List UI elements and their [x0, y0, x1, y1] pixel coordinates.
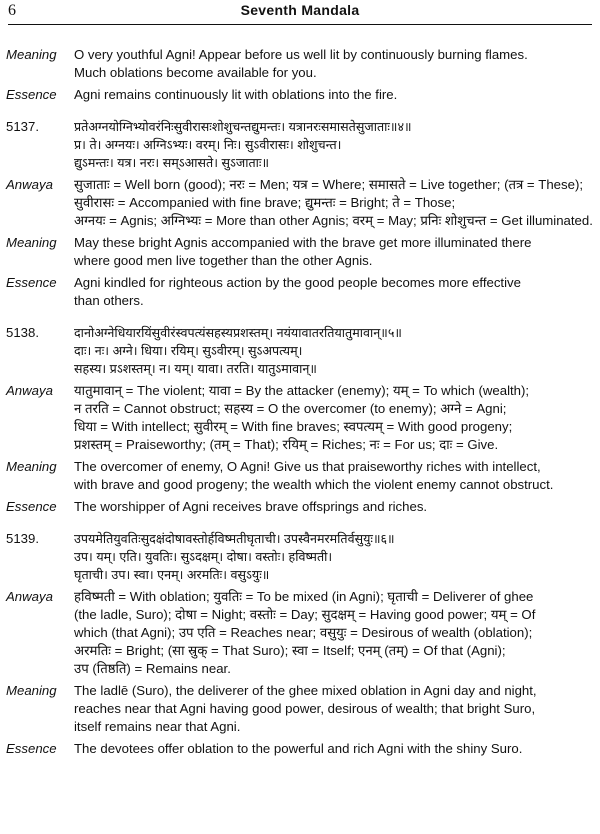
section-label: Essence	[6, 275, 57, 290]
verse-line: प्र। ते। अग्नयः। अग्निऽभ्यः। वरम्। निः। सुऽवीरासः। शोशुचन्त।	[74, 138, 342, 152]
verse-line: उपयमेतियुवतिःसुदक्षंदोषावस्तोर्हविष्मतीघृताची। उपस्वैनमरमतिर्वसुयुः॥६॥	[74, 532, 395, 546]
text-line: The worshipper of Agni receives brave offsprings and riches.	[74, 499, 428, 514]
text-line: The ladlē (Suro), the deliverer of the ghee mixed oblation in Agni day and night,	[74, 683, 537, 698]
text-line: The devotees offer oblation to the powerful and rich Agni with the shiny Suro.	[74, 741, 523, 756]
section-label: Meaning	[6, 47, 57, 62]
running-title: Seventh Mandala	[240, 2, 360, 18]
spacer	[0, 104, 600, 118]
commentary-block	[0, 498, 600, 516]
text-line: सुजाताः = Well born (good); नरः = Men; यत्र = Where; समासते = Live together; (तत्र = These);	[74, 177, 584, 192]
text-line: reaches near that Agni having good power, desirous of wealth; that bright Suro,	[74, 701, 536, 716]
commentary-block	[0, 86, 600, 104]
text-line: अग्नयः = Agnis; अग्निभ्यः = More than other Agnis; वरम् = May; प्रनिः शोशुचन्त = Get illuminated.	[74, 213, 593, 228]
text-line: हविष्मती = With oblation; युवतिः = To be mixed (in Agni); घृताची = Deliverer of ghee	[74, 589, 534, 604]
verse-number: 5137.	[6, 119, 40, 134]
text-line: प्रशस्तम् = Praiseworthy; (तम् = That); रयिम् = Riches; नः = For us; दाः = Give.	[74, 437, 499, 452]
section-text	[74, 588, 600, 678]
commentary-block	[0, 458, 600, 494]
text-line: May these bright Agnis accompanied with the brave get more illuminated there	[74, 235, 532, 250]
text-line: Much oblations become available for you.	[74, 65, 317, 80]
commentary-block	[0, 274, 600, 310]
section-label: Essence	[6, 499, 57, 514]
section-text	[74, 382, 600, 454]
section-text	[74, 46, 600, 82]
section-text	[74, 682, 600, 736]
verse-text	[74, 324, 600, 378]
verse-line: सहस्य। प्रऽशस्तम्। न। यम्। यावा। तरति। यातुऽमावान्॥	[74, 362, 317, 376]
verse-line: उप। यम्। एति। युवतिः। सुऽदक्षम्। दोषा। वस्तोः। हविष्मती।	[74, 550, 333, 564]
spacer	[0, 516, 600, 530]
commentary-block	[0, 382, 600, 454]
commentary-block	[0, 46, 600, 82]
text-line: which (that Agni); उप एति = Reaches near; वसुयुः = Desirous of wealth (oblation);	[74, 625, 533, 640]
text-line: itself remains near that Agni.	[74, 719, 241, 734]
commentary-block	[0, 588, 600, 678]
verse-number: 5139.	[6, 531, 40, 546]
section-label: Essence	[6, 741, 57, 756]
verse-block	[0, 324, 600, 378]
text-line: न तरति = Cannot obstruct; सहस्य = O the overcomer (to enemy); अग्ने = Agni;	[74, 401, 507, 416]
text-line: सुवीरासः = Accompanied with fine brave; द्युमन्तः = Bright; ते = Those;	[74, 195, 456, 210]
page-content	[0, 46, 600, 758]
text-line: उप (तिष्ठति) = Remains near.	[74, 661, 231, 676]
page-number: 6	[8, 2, 16, 19]
section-label: Essence	[6, 87, 57, 102]
text-line: O very youthful Agni! Appear before us well lit by continuously burning flames.	[74, 47, 528, 62]
section-text	[74, 176, 600, 230]
verse-line: प्रतेअग्नयोग्निभ्योवरंनिःसुवीरासःशोशुचन्तद्युमन्तः। यत्रानरःसमासतेसुजाताः॥४॥	[74, 120, 412, 134]
section-label: Meaning	[6, 459, 57, 474]
page-header	[8, 2, 592, 24]
section-label: Anwaya	[6, 177, 53, 192]
text-line: अरमतिः = Bright; (सा स्रुक् = That Suro); स्वा = Itself; एनम् (तम्) = Of that (Agni);	[74, 643, 506, 658]
verse-number: 5138.	[6, 325, 40, 340]
text-line: Agni kindled for righteous action by the good people becomes more effective	[74, 275, 521, 290]
section-label: Anwaya	[6, 383, 53, 398]
header-rule	[8, 24, 592, 25]
section-text	[74, 274, 600, 310]
section-text	[74, 498, 600, 516]
spacer	[0, 310, 600, 324]
commentary-block	[0, 682, 600, 736]
verse-line: घृताची। उप। स्वा। एनम्। अरमतिः। वसुऽयुः॥	[74, 568, 270, 582]
text-line: with brave and good progeny; the wealth which the violent enemy cannot obstruct.	[74, 477, 554, 492]
section-text	[74, 458, 600, 494]
verse-line: दाः। नः। अग्ने। धिया। रयिम्। सुऽवीरम्। सुऽअपत्यम्।	[74, 344, 303, 358]
text-line: (the ladle, Suro); दोषा = Night; वस्तोः = Day; सुदक्षम् = Having good power; यम् = Of	[74, 607, 536, 622]
verse-text	[74, 530, 600, 584]
section-label: Anwaya	[6, 589, 53, 604]
verse-block	[0, 530, 600, 584]
section-text	[74, 740, 600, 758]
text-line: यातुमावान् = The violent; यावा = By the attacker (enemy); यम् = To which (wealth);	[74, 383, 530, 398]
verse-line: द्युऽमन्तः। यत्र। नरः। सम्ऽआसते। सुऽजाताः॥	[74, 156, 269, 170]
commentary-block	[0, 740, 600, 758]
verse-line: दानोअग्नेधियारयिंसुवीरंस्वपत्यंसहस्यप्रशस्तम्। नयंयावातरतियातुमावान्॥५॥	[74, 326, 402, 340]
commentary-block	[0, 234, 600, 270]
verse-block	[0, 118, 600, 172]
section-label: Meaning	[6, 235, 57, 250]
text-line: where good men live together than the other Agnis.	[74, 253, 373, 268]
section-text	[74, 234, 600, 270]
text-line: Agni remains continuously lit with oblations into the fire.	[74, 87, 398, 102]
commentary-block	[0, 176, 600, 230]
text-line: than others.	[74, 293, 144, 308]
text-line: धिया = With intellect; सुवीरम् = With fine braves; स्वपत्यम् = With good progeny;	[74, 419, 513, 434]
section-text	[74, 86, 600, 104]
section-label: Meaning	[6, 683, 57, 698]
verse-text	[74, 118, 600, 172]
text-line: The overcomer of enemy, O Agni! Give us that praiseworthy riches with intellect,	[74, 459, 541, 474]
